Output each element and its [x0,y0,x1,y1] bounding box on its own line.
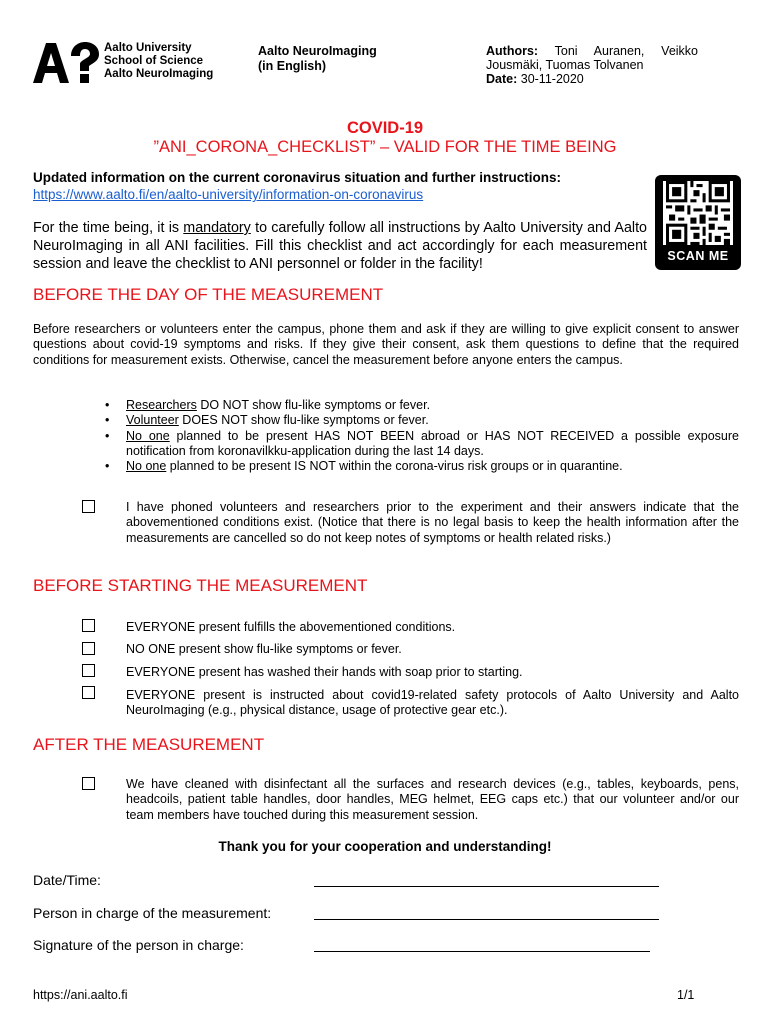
scan-me-label: SCAN ME [667,249,729,263]
qr-code-icon [663,181,733,245]
logo-line-unit: Aalto NeuroImaging [104,68,214,80]
authors-line2: Jousmäki, Tuomas Tolvanen [486,58,644,72]
no-symptoms-label: NO ONE present show flu-like symptoms or fever. [126,642,402,656]
signature-label: Signature of the person in charge: [33,937,244,953]
phoned-checkbox-label: I have phoned volunteers and researchers prior to the experiment and their answers indicate that the abovementioned conditions exist. (Notice that there is no legal basis to keep the health information after the measurements are cancelled so do not keep notes of symptoms or health related risks.) [126,500,739,545]
hands-washed-checkbox[interactable] [82,664,95,677]
section-before-start-heading: BEFORE STARTING THE MEASUREMENT [33,576,368,595]
safety-instructed-label: EVERYONE present is instructed about covid19-related safety protocols of Aalto University and Aalto NeuroImaging (e.g., physical distance, usage of protective gear etc.). [126,688,739,718]
authors-block [486,44,698,86]
list-item [105,429,739,460]
page-number: 1/1 [677,988,695,1002]
conditions-fulfilled-checkbox[interactable] [82,619,95,632]
department-name: Aalto NeuroImaging [258,44,377,58]
organization-name [104,42,213,81]
footer-url: https://ani.aalto.fi [33,988,128,1002]
authors-line1: Toni Auranen, Veikko [538,44,698,58]
list-item [105,459,739,474]
qr-code[interactable] [655,175,741,270]
section-after-heading: AFTER THE MEASUREMENT [33,735,265,754]
updated-info-label: Updated information on the current coronavirus situation and further instructions: [33,170,562,185]
list-item-subject: No one [126,459,167,474]
signature-field[interactable] [314,951,650,952]
thank-you-note: Thank you for your cooperation and understanding! [218,839,552,854]
department-language: (in English) [258,59,327,73]
conditions-fulfilled-label: EVERYONE present fulfills the abovementioned conditions. [126,620,456,634]
no-symptoms-checkbox[interactable] [82,642,95,655]
intro-text-end: to carefully follow all instructions by Aalto University and Aalto NeuroImaging in all ANI facilities. Fill this checklist and act accordingly for each measurement session and leave the checklist to ANI personnel or folder in the facility! [33,220,647,272]
coronavirus-info-link[interactable]: https://www.aalto.fi/en/aalto-university/information-on-coronavirus [33,187,424,202]
list-item-text: planned to be present HAS NOT BEEN abroad or HAS NOT RECEIVED a possible exposure notification from koronavilkku-application during the last 14 days. [126,428,740,458]
list-item-text: planned to be present IS NOT within the corona-virus risk groups or in quarantine. [166,459,623,474]
date-value: 30-11-2020 [517,72,584,86]
phoned-checkbox[interactable] [82,500,95,513]
list-item [105,398,739,413]
date-time-label: Date/Time: [33,872,101,888]
document-subtitle: ”ANI_CORONA_CHECKLIST” – VALID FOR THE TIME BEING [153,138,617,156]
authors-label: Authors: [486,44,539,58]
logo-line-school: School of Science [104,55,204,67]
list-item-subject: No one [126,428,170,443]
conditions-list [105,398,739,474]
section-before-day-heading: BEFORE THE DAY OF THE MEASUREMENT [33,285,384,304]
list-item-subject: Researchers [126,398,197,412]
aalto-logo-icon [33,42,99,84]
logo-line-university: Aalto University [104,42,192,54]
mandatory-word: mandatory [183,220,251,236]
list-item-text: DOES NOT show flu-like symptoms or fever. [178,413,429,428]
intro-paragraph [33,219,647,273]
date-time-field[interactable] [314,886,659,887]
section-before-day-paragraph: Before researchers or volunteers enter the campus, phone them and ask if they are willing to give explicit consent to answer questions about covid-19 symptoms and risks. If they give their consent, ask them questions to define that the required conditions for measurement exists. Otherwise, cancel the measurement before anyone enters the campus. [33,322,739,367]
document-title: COVID-19 [346,119,424,137]
department-block [258,44,377,74]
safety-instructed-checkbox[interactable] [82,686,95,699]
cleaned-checkbox[interactable] [82,777,95,790]
list-item-text: DO NOT show flu-like symptoms or fever. [196,398,431,412]
list-item-subject: Volunteer [126,413,179,428]
list-item [105,413,739,428]
date-label: Date: [486,72,518,86]
intro-text-start: For the time being, it is [33,220,184,236]
person-in-charge-field[interactable] [314,919,659,920]
person-in-charge-label: Person in charge of the measurement: [33,905,272,921]
hands-washed-label: EVERYONE present has washed their hands with soap prior to starting. [126,665,523,679]
cleaned-label: We have cleaned with disinfectant all the surfaces and research devices (e.g., tables, keyboards, pens, headcoils, patient table handles, door handles, MEG helmet, EEG caps etc.) that our volunteer and/or our team members have touched during this measurement session. [126,777,739,822]
